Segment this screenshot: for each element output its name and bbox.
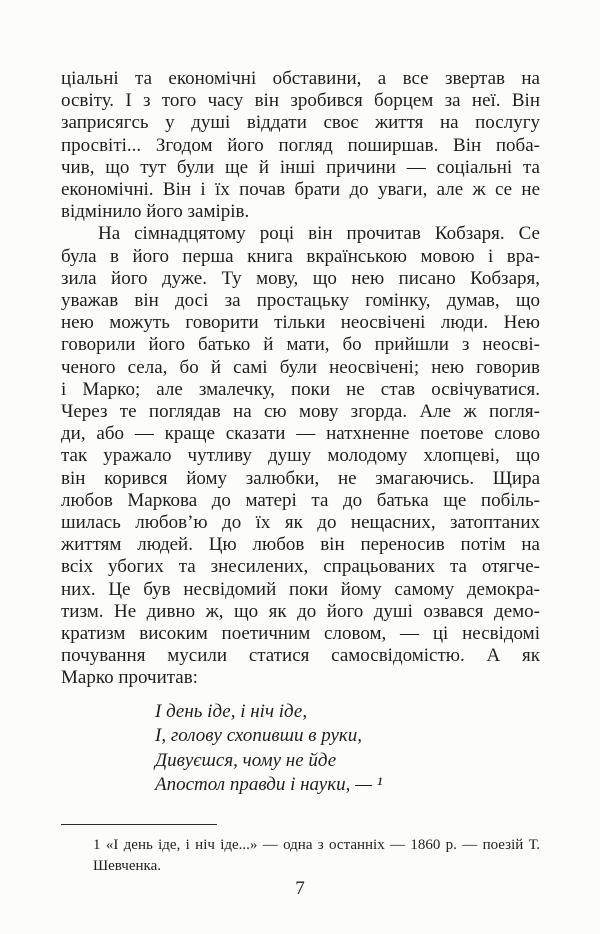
body-text-line: економічні. Він і їх почав брати до уваги, але ж се не xyxy=(61,179,540,201)
body-text-line: просвіті... Згодом його погляд поширшав. Він поба- xyxy=(61,134,540,156)
body-text-line: він корився йому залюбки, не змагаючись. Щира xyxy=(61,467,540,489)
body-text-line: всіх убогих та знесилених, спрацьованих та отягче- xyxy=(61,556,540,578)
poem-line: Дивуєшся, чому не йде xyxy=(155,749,337,771)
paragraph xyxy=(61,68,540,223)
body-text-line: кратизм високим поетичним словом, — ці несвідомі xyxy=(61,623,540,645)
paragraphs xyxy=(61,68,540,690)
body-text-line: так уражало чутливу душу молодому хлопцеві, що xyxy=(61,445,540,467)
body-text-line: була в його перша книга вкраїнською мовою і вра- xyxy=(61,245,540,267)
body-text-line: Через те поглядав на сю мову згорда. Але ж погля- xyxy=(61,401,540,423)
page-number: 7 xyxy=(295,878,305,899)
body-text-line: чив, що тут були ще й інші причини — соціальні та xyxy=(61,156,540,178)
body-text-line: відмінило його замірів. xyxy=(61,201,250,223)
footnote-line: Шевченка. xyxy=(93,857,161,874)
poem xyxy=(155,700,540,798)
body-text-line: заприсягсь у душі віддати своє життя на послугу xyxy=(61,112,540,134)
paragraph xyxy=(61,223,540,689)
body-text-line: На сімнадцятому році він прочитав Кобзаря. Се xyxy=(98,223,540,245)
body-text-line: життям людей. Цю любов він переносив потім на xyxy=(61,534,540,556)
body-text-line: почування мусили статися самосвідомістю. А як xyxy=(61,645,540,667)
body-text-line: них. Це був несвідомий поки йому самому демокра- xyxy=(61,578,540,600)
body-text-line: уважав він досі за простацьку гомінку, думав, що xyxy=(61,290,540,312)
poem-line: І, голову схопивши в руки, xyxy=(155,725,363,747)
body-text-line: нею можуть говорити тільки неосвічені люди. Нею xyxy=(61,312,540,334)
footnote-divider xyxy=(61,824,217,825)
body-text-line: шилась любов’ю до їх як до нещасних, затоптаних xyxy=(61,512,540,534)
poem-line: І день іде, і ніч іде, xyxy=(155,700,308,722)
footnote xyxy=(61,824,540,876)
body-text-line: ди, або — краще сказати — натхненне поетове слово xyxy=(61,423,540,445)
body-text-line: говорили його батько й мати, бо прийшли з неосві- xyxy=(61,334,540,356)
body-text-line: ціальні та економічні обставини, а все звертав на xyxy=(61,68,540,89)
body-text-line: зила його дуже. Ту мову, що нею писано Кобзаря, xyxy=(61,267,540,289)
body-text-line: освіту. І з того часу він зробився борцем за неї. Він xyxy=(61,90,540,112)
poem-line: Апостол правди і науки, — ¹ xyxy=(155,774,383,796)
footnote-text xyxy=(61,835,540,876)
page-text xyxy=(61,68,540,798)
body-text-line: тизм. Не дивно ж, що як до його душі озвався демо- xyxy=(61,600,540,622)
body-text-line: ченого села, бо й самі були неосвічені; нею говорив xyxy=(61,356,540,378)
footnote-line: 1 «І день іде, і ніч іде...» — одна з останніх — 1860 р. — поезій Т. xyxy=(93,837,540,853)
body-text-line: і Марко; але змалечку, поки не став освічуватися. xyxy=(61,378,540,400)
body-text-line: любов Маркова до матері та до батька ще побіль- xyxy=(61,489,540,511)
body-text-line: Марко прочитав: xyxy=(61,667,198,689)
